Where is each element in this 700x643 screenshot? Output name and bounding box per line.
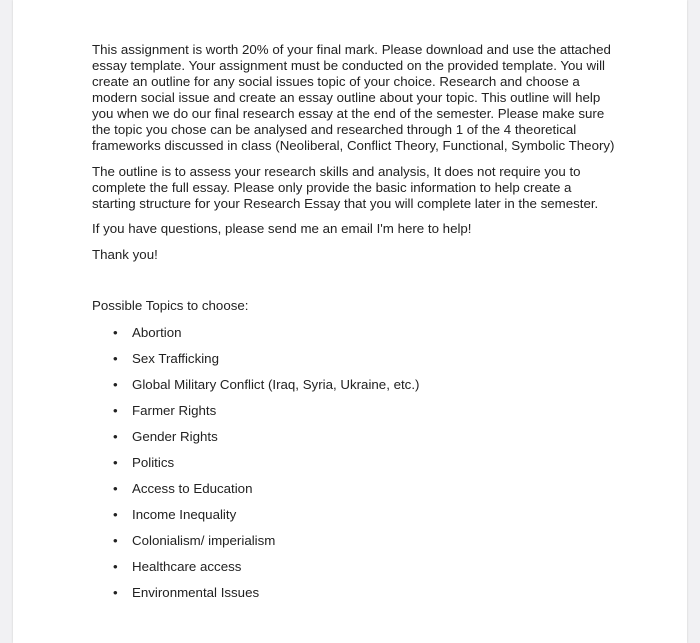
topic-label: Farmer Rights bbox=[132, 403, 217, 418]
bullet-icon: • bbox=[113, 429, 118, 444]
thanks-text: Thank you! bbox=[92, 247, 158, 262]
bullet-icon: • bbox=[113, 325, 118, 340]
bullet-icon: • bbox=[113, 559, 118, 574]
topic-item bbox=[92, 480, 419, 506]
intro-paragraph: This assignment is worth 20% of your final mark. Please download and use the attached essay template. Your assignment must be conducted on the provided template. You will create an outline for any social issues topic of your choice. Research and choose a modern social issue and create an essay outline about your topic. This outline will help you when we do our final research essay at the end of the semester. Please make sure the topic you chose can be analysed and researched through 1 of the 4 theoretical frameworks discussed in class (Neoliberal, Conflict Theory, Functional, Symbolic Theory) bbox=[92, 42, 615, 153]
topic-label: Colonialism/ imperialism bbox=[132, 533, 276, 548]
topic-item bbox=[92, 532, 419, 558]
topics-list bbox=[92, 324, 419, 610]
topics-heading: Possible Topics to choose: bbox=[92, 298, 249, 313]
topic-label: Environmental Issues bbox=[132, 585, 260, 600]
bullet-icon: • bbox=[113, 403, 118, 418]
topic-item bbox=[92, 584, 419, 610]
bullet-icon: • bbox=[113, 377, 118, 392]
topic-item bbox=[92, 454, 419, 480]
topic-label: Sex Trafficking bbox=[132, 351, 219, 366]
questions-text: If you have questions, please send me an email I'm here to help! bbox=[92, 221, 472, 236]
topic-item bbox=[92, 402, 419, 428]
topic-label: Politics bbox=[132, 455, 175, 470]
topic-label: Income Inequality bbox=[132, 507, 237, 522]
topic-item bbox=[92, 350, 419, 376]
topic-item bbox=[92, 324, 419, 350]
bullet-icon: • bbox=[113, 455, 118, 470]
bullet-icon: • bbox=[113, 351, 118, 366]
topic-item bbox=[92, 506, 419, 532]
bullet-icon: • bbox=[113, 481, 118, 496]
bullet-icon: • bbox=[113, 585, 118, 600]
topic-item bbox=[92, 558, 419, 584]
bullet-icon: • bbox=[113, 507, 118, 522]
topic-label: Healthcare access bbox=[132, 559, 242, 574]
topic-item bbox=[92, 428, 419, 454]
document-page bbox=[13, 0, 687, 643]
topic-label: Access to Education bbox=[132, 481, 253, 496]
topic-item bbox=[92, 376, 419, 402]
bullet-icon: • bbox=[113, 533, 118, 548]
outline-paragraph: The outline is to assess your research skills and analysis, It does not require you to complete the full essay. Please only provide the basic information to help create a starting structure for your Research Essay that you will complete later in the semester. bbox=[92, 164, 599, 211]
topic-label: Gender Rights bbox=[132, 429, 218, 444]
topic-label: Abortion bbox=[132, 325, 182, 340]
topic-label: Global Military Conflict (Iraq, Syria, Ukraine, etc.) bbox=[132, 377, 420, 392]
